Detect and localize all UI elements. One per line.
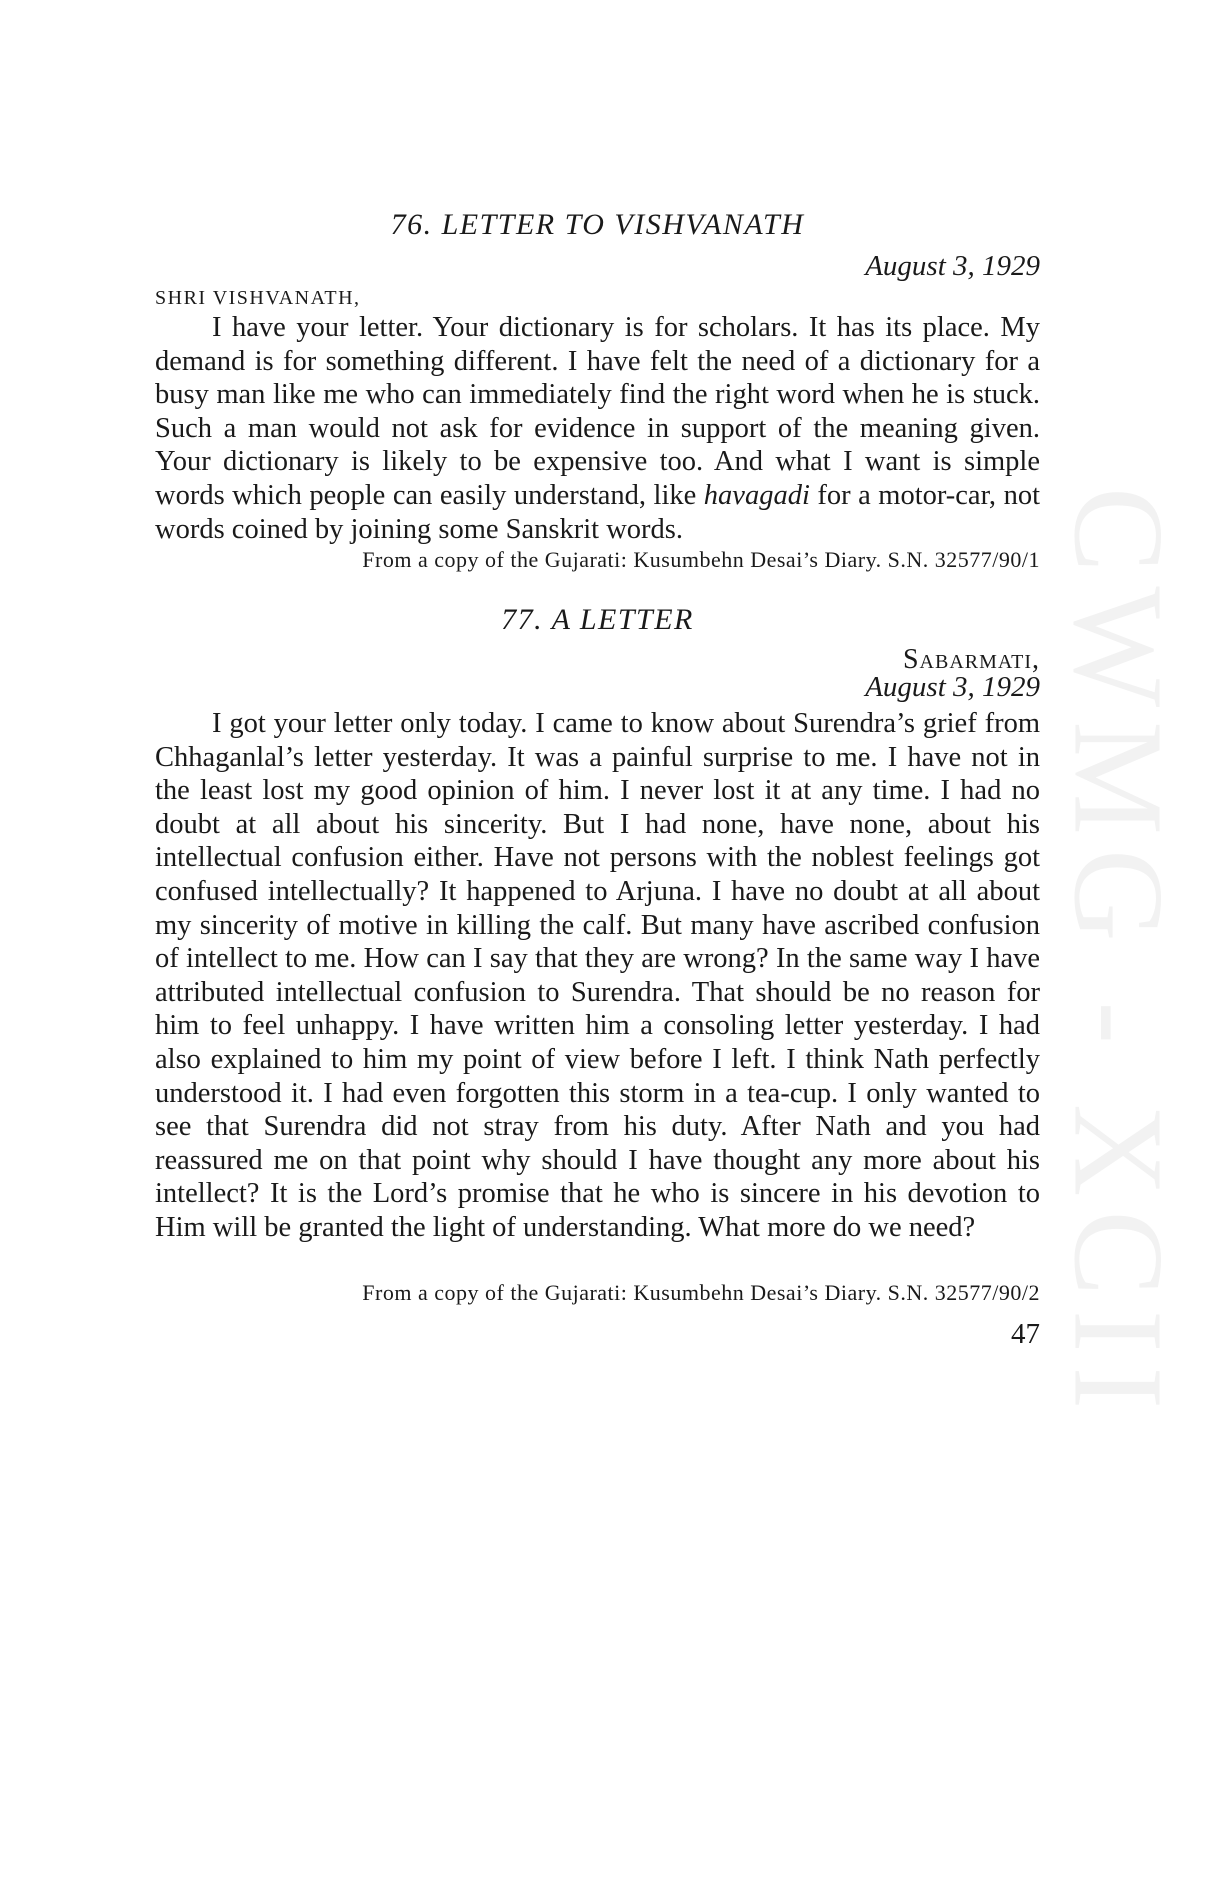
document-page [155,0,1040,1890]
letter-76-body-end: for a motor-car, not words coined by joining some Sanskrit words. [155,479,1040,545]
letter-76-source: From a copy of the Gujarati: Kusumbehn Desai’s Diary. S.N. 32577/90/1 [362,547,1040,572]
letter-77-body: I got your letter only today. I came to know about Surendra’s grief from Chhaganlal’s letter yesterday. It was a painful surprise to me. I have not in the least lost my good opinion of him. I never lost it at any time. I had no doubt at all about his sincerity. But I had none, have none, about his intellectual confusion either. Have not persons with the noblest feelings got confused intellectually? It happened to Arjuna. I have no doubt at all about my sincerity of motive in killing the calf. But many have ascribed confusion of intellect to me. How can I say that they are wrong? In the same way I have attributed intellectual confusion to Surendra. That should be no reason for him to feel unhappy. I have written him a consoling letter yesterday. I had also explained to him my point of view before I left. I think Nath perfectly understood it. I had even forgotten this storm in a tea-cup. I only wanted to see that Surendra did not stray from his duty. After Nath and you had reassured me on that point why should I have thought any more about his intellect? It is the Lord’s promise that he who is sincere in his devotion to Him will be granted the light of understanding. What more do we need? [155,708,1040,1243]
watermark [1048,480,1188,1430]
letter-76-date: August 3, 1929 [865,250,1040,282]
letter-76-salutation: SHRI VISHVANATH, [155,287,361,309]
letter-76-body-text: I have your letter. Your dictionary is for scholars. It has its place. My demand is for something different. I have felt the need of a dictionary for a busy man like me who can immediately find the right word when he is stuck. Such a man would not ask for evidence in support of the meaning given. Your dictionary is likely to be expensive too. And what I want is simple words which people can easily understand, like [155,312,1040,511]
watermark-text: CWMG - XCII [1047,486,1190,1424]
letter-76-heading: 76. LETTER TO VISHVANATH [390,208,805,241]
letter-76-body [155,311,1040,546]
letter-77-heading: 77. A LETTER [501,603,694,636]
page-number: 47 [1011,1318,1040,1350]
letter-77-source: From a copy of the Gujarati: Kusumbehn Desai’s Diary. S.N. 32577/90/2 [362,1280,1040,1305]
letter-77-place: Sabarmati, [902,644,1040,675]
letter-76-body-italic: havagadi [703,479,810,511]
letter-77-date: August 3, 1929 [865,671,1040,703]
